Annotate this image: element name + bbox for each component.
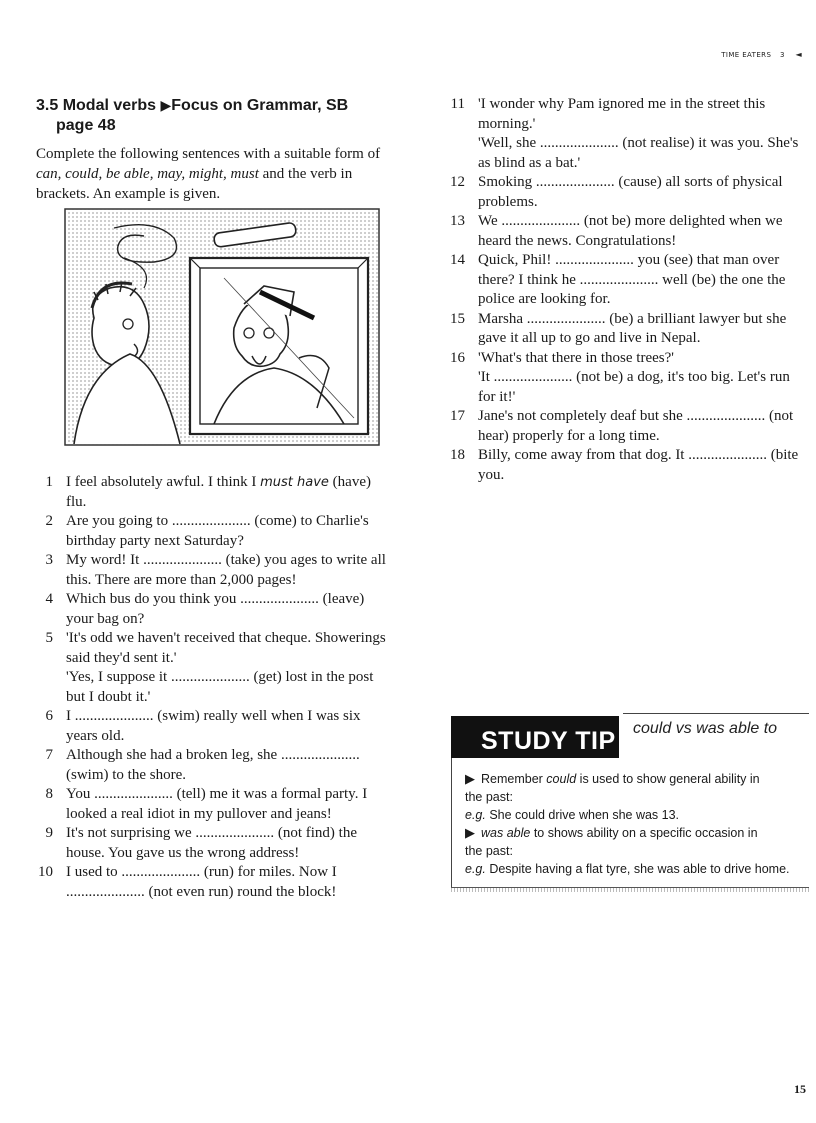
- cartoon-illustration: [64, 208, 380, 446]
- running-title: TIME EATERS: [721, 51, 772, 59]
- exercise-item: 15 Marsha ..................... (be) a brilliant lawyer but she gave it all up to go and live in Nepal.: [450, 310, 787, 346]
- exercise-item: 18 Billy, come away from that dog. It ..................... (bite you.: [450, 447, 799, 483]
- arrow-icon: ▶: [465, 771, 475, 786]
- divider: [451, 888, 809, 892]
- instructions: Complete the following sentences with a suitable form of can, could, be able, may, might, must and the verb in brackets. An example is given.: [36, 146, 381, 202]
- exercise-item: 12 Smoking ..................... (cause) all sorts of physical problems.: [450, 174, 783, 210]
- exercise-list-left: [36, 473, 396, 902]
- exercise-item: 4 Which bus do you think you ..................... (leave) your bag on?: [45, 591, 365, 627]
- divider: [623, 713, 809, 714]
- page-number: 15: [794, 1082, 806, 1096]
- section-heading: 3.5 Modal verbs ▶Focus on Grammar, SB page 48: [36, 97, 349, 134]
- exercise-item: 9 It's not surprising we ..................... (not find) the house. You gave us the wrong address!: [45, 825, 358, 861]
- exercise-item: 1 I feel absolutely awful. I think I must have (have) flu.: [45, 474, 371, 510]
- section-number: 3: [779, 51, 785, 59]
- study-tip-body: ▶ Remember could is used to show general ability in the past: e.g. She could drive when she was 13. ▶ was able to shows ability on a specific occasion in the past: e.g. Despite having a flat tyre, she was able to drive home.: [465, 771, 790, 876]
- study-tip-label: STUDY TIP: [451, 716, 619, 758]
- arrow-icon: ▶: [160, 97, 172, 113]
- exercise-item: 11 'I wonder why Pam ignored me in the street this morning.' 'Well, she ..................... (not realise) it was you. She's as blind as a bat.': [450, 96, 799, 171]
- exercise-item: 5 'It's odd we haven't received that cheque. Showerings said they'd sent it.' 'Yes, I suppose it ..................... (get) lost in the post but I doubt it.': [45, 630, 386, 705]
- exercise-item: 17 Jane's not completely deaf but she ..................... (not hear) properly for a long time.: [450, 408, 794, 444]
- handwritten-answer: must have: [260, 475, 329, 490]
- exercise-item: 3 My word! It ..................... (take) you ages to write all this. There are more than 2,000 pages!: [45, 552, 386, 588]
- exercise-item: 7 Although she had a broken leg, she ..................... (swim) to the shore.: [45, 747, 360, 783]
- exercise-item: 16 'What's that there in those trees?' 'It ..................... (not be) a dog, it's too big. Let's run for it!': [450, 349, 790, 405]
- exercise-item: 6 I ..................... (swim) really well when I was six years old.: [45, 708, 361, 744]
- exercise-item: 13 We ..................... (not be) more delighted when we heard the news. Congratulations!: [450, 213, 783, 249]
- exercise-item: 10 I used to ..................... (run) for miles. Now I ..................... (not even run) round the block!: [38, 864, 337, 900]
- exercise-item: 2 Are you going to ..................... (come) to Charlie's birthday party next Saturday?: [45, 513, 369, 549]
- study-tip-box: [451, 708, 809, 896]
- exercise-item: 8 You ..................... (tell) me it was a formal party. I looked a real idiot in my pullover and jeans!: [45, 786, 368, 822]
- exercise-item: 14 Quick, Phil! ..................... you (see) that man over there? I think he ..................... well (be) the one the police are looking for.: [450, 252, 786, 307]
- divider: [451, 758, 452, 888]
- exercise-list-right: [448, 95, 808, 485]
- back-arrow-icon: ◄: [795, 50, 802, 59]
- running-header: [721, 50, 802, 59]
- study-tip-subtitle: could vs was able to: [633, 720, 778, 737]
- arrow-icon: ▶: [465, 825, 475, 840]
